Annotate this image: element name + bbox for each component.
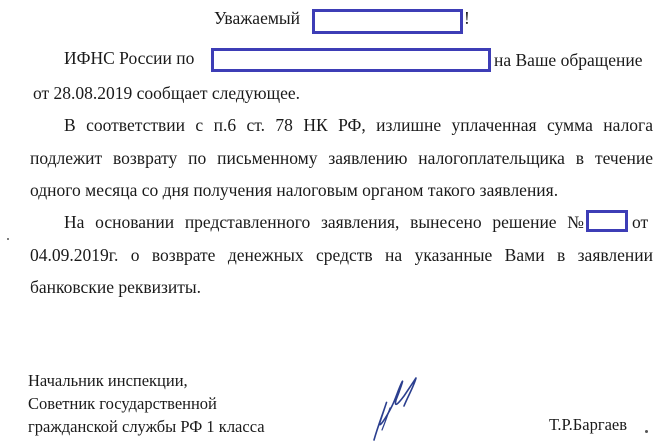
para1-line3: одного месяца со дня получения налоговым органом такого заявления. <box>30 180 559 200</box>
intro-text-end: на Ваше обращение <box>494 50 643 70</box>
para2-line1-text: На основании представленного заявления, вынесено решение № <box>64 212 584 232</box>
para2-line1-end: от <box>632 212 649 232</box>
handwritten-signature <box>360 360 430 444</box>
para2-line2-text: 04.09.2019г. о возврате денежных средств на указанные Вами в заявлении <box>30 245 653 265</box>
signer-position-line1: Начальник инспекции, <box>28 371 188 390</box>
scan-speck <box>645 430 648 433</box>
para2-line2 <box>30 247 653 265</box>
intro-text-start: ИФНС России по <box>64 48 195 68</box>
signer-position-line3: гражданской службы РФ 1 класса <box>28 417 265 436</box>
para1-line2 <box>30 150 653 168</box>
para1-line1-text: В соответствии с п.6 ст. 78 НК РФ, излишне уплаченная сумма налога <box>64 115 653 135</box>
redacted-recipient-name <box>312 9 463 34</box>
redacted-region <box>211 48 491 72</box>
para2-line3: банковские реквизиты. <box>30 277 202 297</box>
scan-speck <box>7 238 9 240</box>
redacted-decision-number <box>586 210 628 232</box>
para2-line1 <box>64 214 584 232</box>
salutation-end: ! <box>464 8 470 28</box>
signer-name: Т.Р.Баргаев <box>549 415 628 434</box>
salutation-text: Уважаемый <box>214 8 301 28</box>
para1-line2-text: подлежит возврату по письменному заявлению налогоплательщика в течение <box>30 148 653 168</box>
intro-text-line2: от 28.08.2019 сообщает следующее. <box>33 83 301 103</box>
signer-position-line2: Советник государственной <box>28 394 217 413</box>
para1-line1 <box>64 117 653 135</box>
